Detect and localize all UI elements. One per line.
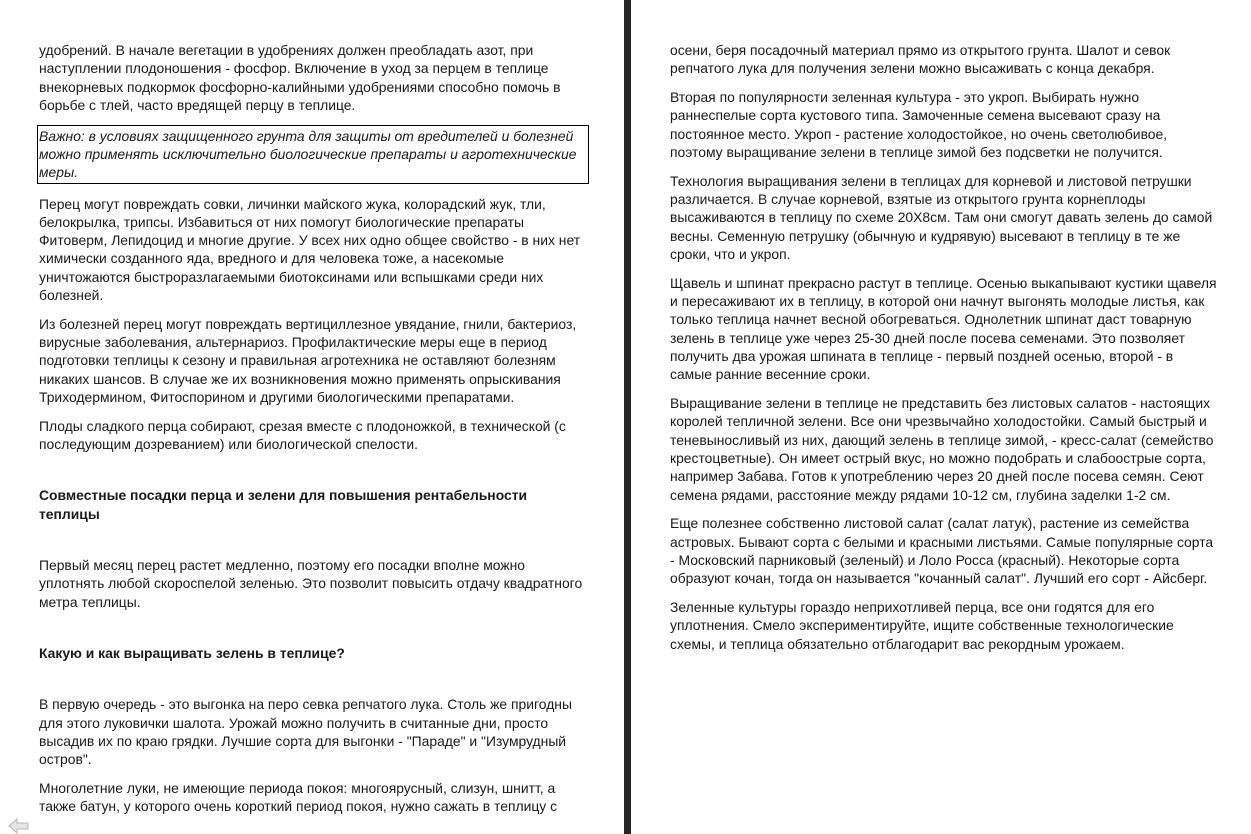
paragraph: осени, беря посадочный материал прямо из открытого грунта. Шалот и севок репчатого лука для получения зелени можно высаживать с конца декабря. <box>670 42 1171 77</box>
section-heading: Какую и как выращивать зелень в теплице? <box>39 644 345 661</box>
paragraph: Многолетние луки, не имеющие периода покоя: многоярусный, слизун, шнитт, а также батун, у которого очень короткий период покоя, нужно сажать в теплицу с <box>39 779 558 815</box>
left-text-column <box>39 41 589 826</box>
right-page <box>631 0 1251 834</box>
paragraph: Из болезней перец могут повреждать вертициллезное увядание, гнили, бактериоз, вирусные заболевания, альтернариоз. Профилактические меры еще в период подготовки теплицы к сезону и правильная агротехника не оставляют болезням никаких шансов. В случае же их возникновения можно применять опрыскивания Триходермином, Фитоспорином и другими биологическими препаратами. <box>39 315 577 406</box>
page-divider <box>624 0 631 834</box>
paragraph: Первый месяц перец растет медленно, поэтому его посадки вполне можно уплотнять любой скороспелой зеленью. Это позволит повысить отдачу квадратного метра теплицы. <box>39 557 583 610</box>
right-text-column <box>670 41 1218 663</box>
left-page <box>0 0 624 834</box>
paragraph: Плоды сладкого перца собирают, срезая вместе с плодоножкой, в технической (с последующим дозреванием) или биологической спелости. <box>39 417 566 453</box>
paragraph: Выращивание зелени в теплице не представить без листовых салатов - настоящих королей тепличной зелени. Все они чрезвычайно холодостойки. Самый быстрый и теневыносливый из них, дающий зелень в теплице зимой, - кресс-салат (семейство крестоцветные). Он имеет острый вкус, но можно подобрать и слабоострые сорта, например Забава. Готов к употреблению через 20 дней после посева семян. Сеют семена рядами, расстояние между рядами 10-12 см, глубина заделки 1-2 см. <box>670 395 1214 503</box>
paragraph: Перец могут повреждать совки, личинки майского жука, колорадский жук, тли, белокрылка, трипсы. Избавиться от них помогут биологические препараты Фитоверм, Лепидоцид и многие другие. У всех них одно общее свойство - в них нет химически созданного яда, вредного и для человека тоже, а насекомые уничтожаются быстроразлагаемыми биотоксинами или вспышками среди них болезней. <box>39 195 581 304</box>
paragraph: Зеленные культуры гораздо неприхотливей перца, все они годятся для его уплотнения. Смело экспериментируйте, ищите собственные технологические схемы, и теплица обязательно отблагодарит вас рекордным урожаем. <box>670 599 1174 652</box>
paragraph: Технология выращивания зелени в теплицах для корневой и листовой петрушки различается. В случае корневой, взятые из открытого грунта корнеплоды высаживаются в теплицу по схеме 20Х8см. Там они смогут давать зелень до самой весны. Семенную петрушку (обычную и кудрявую) высевают в теплицу в те же сроки, что и укроп. <box>670 172 1213 262</box>
important-note-box <box>37 125 589 184</box>
section-heading: Совместные посадки перца и зелени для повышения рентабельности теплицы <box>39 487 528 522</box>
paragraph: удобрений. В начале вегетации в удобрениях должен преобладать азот, при наступлении плодоношения - фосфор. Включение в уход за перцем в теплице внекорневых подкормок фосфорно-калийными удобрениями способно помочь в борьбе с тлей, часто вредящей перцу в теплице. <box>39 42 561 113</box>
paragraph: В первую очередь - это выгонка на перо севка репчатого лука. Столь же пригодны для этого луковички шалота. Урожай можно получить в считанные дни, просто высадив их по краю грядки. Лучшие сорта для выгонки - "Параде" и "Изумрудный остров". <box>39 696 572 768</box>
important-note-text: Важно: в условиях защищенного грунта для защиты от вредителей и болезней можно применять исключительно биологические препараты и агротехнические меры. <box>39 127 577 181</box>
paragraph: Вторая по популярности зеленная культура - это укроп. Выбирать нужно раннеспелые сорта кустового типа. Замоченные семена высевают сразу на постоянное место. Укроп - растение холодостойкое, но очень светолюбивое, поэтому выращивание зелени в теплице зимой без подсветки не получится. <box>670 89 1168 160</box>
arrow-left-icon[interactable] <box>8 818 30 834</box>
paragraph: Еще полезнее собственно листовой салат (салат латук), растение из семейства астровых. Бывают сорта с белыми и красными листьями. Самые популярные сорта - Московский парниковый (зеленый) и Лоло Росса (красный). Некоторые сорта образуют кочан, тогда он называется "кочанный салат". Лучший его сорт - Айсберг. <box>670 515 1214 587</box>
paragraph: Щавель и шпинат прекрасно растут в теплице. Осенью выкапывают кустики щавеля и пересаживают их в теплицу, в которой они начнут выгонять молодые листья, как только теплица начнет весной обогреваться. Однолетник шпинат даст товарную зелень в теплице уже через 25-30 дней после посева семенами. Это позволяет получить два урожая шпината в теплице - первый поздней осенью, второй - в самые ранние весенние сроки. <box>670 274 1217 383</box>
